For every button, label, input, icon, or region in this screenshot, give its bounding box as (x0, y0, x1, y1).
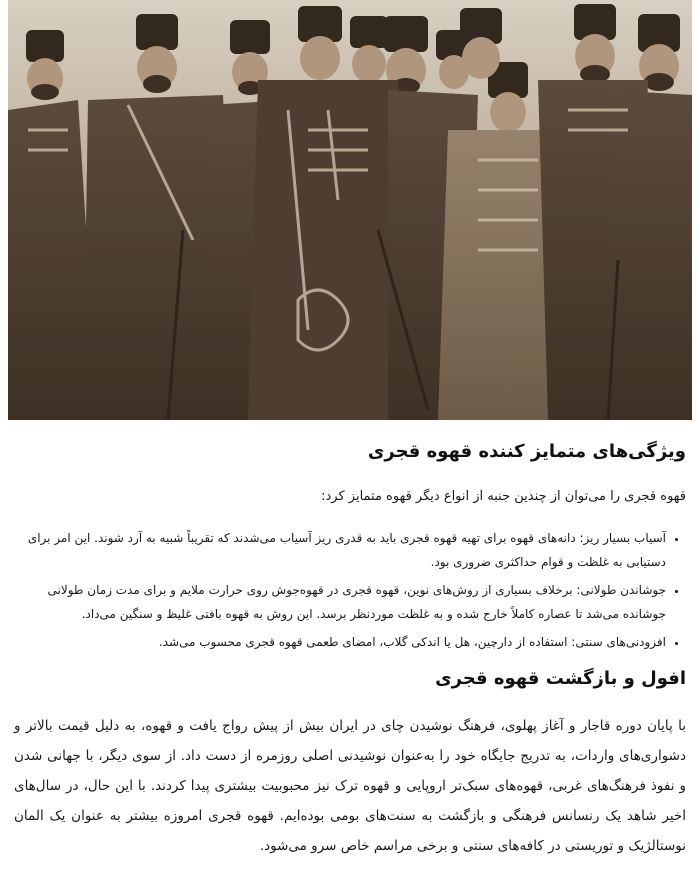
section-heading-decline: افول و بازگشت قهوه قجری (435, 668, 686, 689)
section-intro: قهوه قجری را می‌توان از چندین جنبه از انواع دیگر قهوه متمایز کرد: (321, 489, 686, 504)
section-paragraph: با پایان دوره قاجار و آغاز پهلوی، فرهنگ نوشیدن چای در ایران بیش از پیش رواج یافت و قهوه، به دلیل قیمت بالاتر و دشواری‌های واردات، به تدریج جایگاه خود را به‌عنوان نوشیدنی اصلی روزمره از دست داد. از سوی دیگر، با جهانی شدن و نفوذ فرهنگ‌های غربی، قهوه‌های سبک‌تر اروپایی و قهوه ترک نیز محبوبیت بیشتری پیدا کردند. با این حال، در سال‌های اخیر شاهد یک رنسانس فرهنگی و بازگشت به سنت‌های بومی بوده‌ایم. قهوه قجری امروزه بیشتر به عنوان یک المان نوستالژیک و توریستی در کافه‌های سنتی و برخی مراسم خاص سرو می‌شود. (14, 718, 686, 854)
features-list (0, 526, 700, 654)
photo-illustration (8, 0, 692, 420)
section-heading-features: ویژگی‌های متمایز کننده قهوه قجری (367, 441, 686, 462)
list-item: • افزودنی‌های سنتی: استفاده از دارچین، هل یا اندکی گلاب، امضای طعمی قهوه قجری محسوب می‌شد. (16, 630, 666, 654)
historical-group-photo (8, 0, 692, 420)
list-item: • جوشاندن طولانی: برخلاف بسیاری از روش‌های نوین، قهوه قجری در قهوه‌جوش روی حرارت ملایم و برای مدت زمان طولانی جوشانده می‌شد تا عصاره کاملاً خارج شده و به غلظت موردنظر برسد. این روش به قهوه بافتی غلیظ و سنگین می‌داد. (16, 578, 666, 626)
list-item: • آسیاب بسیار ریز: دانه‌های قهوه برای تهیه قهوه قجری باید به قدری ریز آسیاب می‌شدند که تقریباً شبیه به آرد شوند. این امر برای دستیابی به غلظت و قوام حداکثری ضروری بود. (16, 526, 666, 574)
article-content (0, 420, 700, 861)
